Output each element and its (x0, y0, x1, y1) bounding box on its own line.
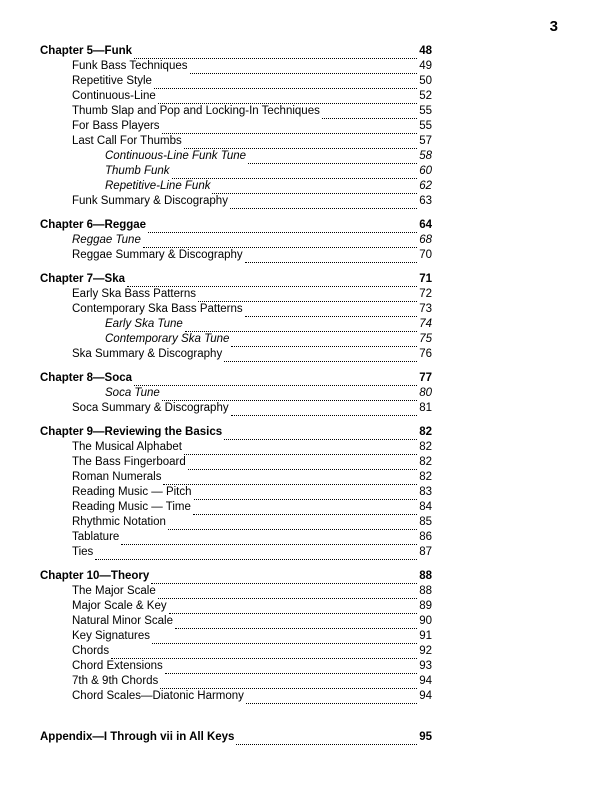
toc-chapter-row (40, 218, 432, 233)
toc-entry-page: 82 (419, 456, 432, 468)
toc-entry-label: Early Ska Tune (105, 318, 183, 330)
dot-leader (236, 732, 417, 745)
toc-entry-row (40, 659, 432, 674)
toc-entry-page: 72 (419, 288, 432, 300)
toc-entry-label: Continuous-Line (72, 90, 156, 102)
toc-entry-row (40, 689, 432, 704)
toc-entry-label: The Bass Fingerboard (72, 456, 186, 468)
toc-entry-label: Chords (72, 645, 110, 657)
toc-entry-page: 84 (419, 501, 432, 513)
dot-leader (184, 136, 417, 149)
toc-entry-row (40, 644, 432, 659)
toc-entry-row (40, 119, 432, 134)
toc-entry-page: 92 (419, 645, 432, 657)
toc-entry-label: Reading Music — Pitch (72, 486, 192, 498)
toc-entry-row (40, 401, 432, 416)
dot-leader (134, 46, 417, 59)
dot-leader (175, 616, 417, 629)
dot-leader (246, 691, 417, 704)
dot-leader (127, 274, 417, 287)
toc-entry-row (40, 470, 432, 485)
toc-entry-label: Appendix—I Through vii in All Keys (40, 731, 235, 743)
toc-entry-row (40, 584, 432, 599)
dot-leader (245, 304, 418, 317)
toc-entry-page: 62 (419, 180, 432, 192)
toc-chapter-row (40, 44, 432, 59)
toc-entry-label: Last Call For Thumbs (72, 135, 182, 147)
dot-leader (198, 289, 417, 302)
toc-entry-page: 83 (419, 486, 432, 498)
toc-entry-label: Funk Summary & Discography (72, 195, 228, 207)
toc-entry-row (40, 59, 432, 74)
dot-leader (322, 106, 417, 119)
dot-leader (230, 196, 417, 209)
toc-entry-label: Chord Scales—Diatonic Harmony (72, 690, 244, 702)
toc-entry-page: 55 (419, 120, 432, 132)
dot-leader (165, 661, 417, 674)
toc-entry-row (40, 485, 432, 500)
toc-entry-page: 76 (419, 348, 432, 360)
toc-entry-label: Roman Numerals (72, 471, 162, 483)
toc-entry-label: 7th & 9th Chords (72, 675, 159, 687)
toc-entry-label: Chord Extensions (72, 660, 163, 672)
toc-entry-page: 58 (419, 150, 432, 162)
dot-leader (168, 517, 417, 530)
toc-entry-row (40, 500, 432, 515)
toc-entry-label: Funk Bass Techniques (72, 60, 188, 72)
toc-entry-label: Chapter 10—Theory (40, 570, 150, 582)
toc-section (40, 218, 432, 263)
dot-leader (143, 235, 417, 248)
toc-entry-page: 94 (419, 690, 432, 702)
dot-leader (158, 586, 417, 599)
toc-entry-row (40, 287, 432, 302)
dot-leader (154, 76, 417, 89)
toc-entry-label: Soca Summary & Discography (72, 402, 229, 414)
toc-entry-label: Tablature (72, 531, 120, 543)
toc-entry-row (40, 530, 432, 545)
dot-leader (111, 646, 417, 659)
toc-section (40, 569, 432, 704)
toc-entry-row (40, 179, 432, 194)
toc-entry-label: Ties (72, 546, 94, 558)
toc-chapter-row (40, 569, 432, 584)
toc-entry-page: 63 (419, 195, 432, 207)
toc-entry-row (40, 164, 432, 179)
dot-leader (231, 334, 417, 347)
toc-entry-label: Thumb Slap and Pop and Locking-In Techniques (72, 105, 320, 117)
toc-entry-label: Continuous-Line Funk Tune (105, 150, 247, 162)
toc-entry-label: Contemporary Ska Tune (105, 333, 230, 345)
toc-entry-label: Reggae Summary & Discography (72, 249, 243, 261)
toc-entry-row (40, 440, 432, 455)
toc-entry-page: 77 (419, 372, 432, 384)
toc-entry-label: For Bass Players (72, 120, 160, 132)
dot-leader (184, 442, 417, 455)
dot-leader (152, 631, 417, 644)
toc-entry-row (40, 104, 432, 119)
toc-entry-label: Thumb Funk (105, 165, 170, 177)
toc-entry-row (40, 233, 432, 248)
toc-entry-page: 82 (419, 471, 432, 483)
toc-entry-label: Reading Music — Time (72, 501, 191, 513)
toc-entry-row (40, 455, 432, 470)
toc-entry-page: 95 (419, 731, 432, 743)
toc-entry-row (40, 599, 432, 614)
toc-entry-row (40, 515, 432, 530)
toc-entry-page: 71 (419, 273, 432, 285)
dot-leader (185, 319, 417, 332)
dot-leader (248, 151, 417, 164)
dot-leader (121, 532, 417, 545)
toc-entry-label: Contemporary Ska Bass Patterns (72, 303, 243, 315)
toc-entry-page: 80 (419, 387, 432, 399)
toc-entry-page: 88 (419, 585, 432, 597)
toc-chapter-row (40, 272, 432, 287)
dot-leader (162, 121, 418, 134)
toc-entry-label: Reggae Tune (72, 234, 141, 246)
toc-section (40, 371, 432, 416)
toc-entry-label: Repetitive Style (72, 75, 152, 87)
toc-entry-row (40, 545, 432, 560)
dot-leader (134, 373, 417, 386)
toc-entry-label: Chapter 9—Reviewing the Basics (40, 426, 223, 438)
toc-entry-label: The Musical Alphabet (72, 441, 182, 453)
toc-entry-row (40, 74, 432, 89)
dot-leader (160, 676, 417, 689)
dot-leader (231, 403, 418, 416)
dot-leader (158, 91, 417, 104)
toc-entry-label: Chapter 8—Soca (40, 372, 133, 384)
dot-leader (163, 472, 417, 485)
toc-entry-label: Repetitive-Line Funk (105, 180, 211, 192)
toc-entry-page: 94 (419, 675, 432, 687)
dot-leader (194, 487, 418, 500)
toc-entry-page: 88 (419, 570, 432, 582)
toc-entry-page: 82 (419, 441, 432, 453)
toc-entry-row (40, 386, 432, 401)
toc-entry-page: 81 (419, 402, 432, 414)
toc-entry-row (40, 347, 432, 362)
dot-leader (151, 571, 417, 584)
dot-leader (162, 388, 417, 401)
toc-entry-row (40, 89, 432, 104)
toc-entry-row (40, 302, 432, 317)
toc-entry-page: 89 (419, 600, 432, 612)
dot-leader (224, 427, 417, 440)
toc-entry-label: The Major Scale (72, 585, 156, 597)
toc-entry-row (40, 674, 432, 689)
toc-section (40, 425, 432, 560)
toc-entry-label: Natural Minor Scale (72, 615, 173, 627)
toc-entry-page: 52 (419, 90, 432, 102)
toc-entry-row (40, 194, 432, 209)
toc-entry-label: Key Signatures (72, 630, 150, 642)
dot-leader (224, 349, 417, 362)
toc-entry-label: Rhythmic Notation (72, 516, 166, 528)
toc-entry-page: 90 (419, 615, 432, 627)
toc-entry-label: Major Scale & Key (72, 600, 167, 612)
toc-entry-page: 50 (419, 75, 432, 87)
toc-entry-label: Ska Summary & Discography (72, 348, 223, 360)
toc-chapter-row (40, 425, 432, 440)
toc-entry-page: 73 (419, 303, 432, 315)
dot-leader (95, 547, 417, 560)
toc-entry-row (40, 317, 432, 332)
toc-section (40, 272, 432, 362)
toc-entry-row (40, 614, 432, 629)
toc-entry-label: Early Ska Bass Patterns (72, 288, 196, 300)
dot-leader (193, 502, 417, 515)
toc-entry-page: 60 (419, 165, 432, 177)
toc-entry-page: 85 (419, 516, 432, 528)
toc-entry-page: 86 (419, 531, 432, 543)
toc-entry-page: 75 (419, 333, 432, 345)
toc-entry-page: 82 (419, 426, 432, 438)
toc-section (40, 730, 432, 745)
toc-entry-page: 68 (419, 234, 432, 246)
toc-entry-row (40, 149, 432, 164)
dot-leader (190, 61, 418, 74)
toc (40, 44, 432, 745)
toc-entry-row (40, 629, 432, 644)
toc-entry-page: 74 (419, 318, 432, 330)
toc-entry-page: 64 (419, 219, 432, 231)
toc-entry-label: Chapter 6—Reggae (40, 219, 147, 231)
dot-leader (148, 220, 417, 233)
dot-leader (245, 250, 418, 263)
toc-entry-row (40, 248, 432, 263)
dot-leader (172, 166, 418, 179)
toc-entry-row (40, 134, 432, 149)
toc-entry-row (40, 332, 432, 347)
toc-entry-page: 49 (419, 60, 432, 72)
toc-entry-label: Chapter 5—Funk (40, 45, 133, 57)
toc-section (40, 44, 432, 209)
toc-entry-label: Chapter 7—Ska (40, 273, 126, 285)
toc-entry-page: 48 (419, 45, 432, 57)
dot-leader (212, 181, 417, 194)
toc-entry-page: 91 (419, 630, 432, 642)
dot-leader (169, 601, 418, 614)
toc-entry-page: 87 (419, 546, 432, 558)
toc-entry-page: 93 (419, 660, 432, 672)
toc-entry-page: 55 (419, 105, 432, 117)
toc-entry-page: 57 (419, 135, 432, 147)
page-number: 3 (549, 18, 558, 35)
toc-entry-page: 70 (419, 249, 432, 261)
toc-entry-label: Soca Tune (105, 387, 160, 399)
toc-chapter-row (40, 371, 432, 386)
dot-leader (188, 457, 417, 470)
toc-chapter-row (40, 730, 432, 745)
